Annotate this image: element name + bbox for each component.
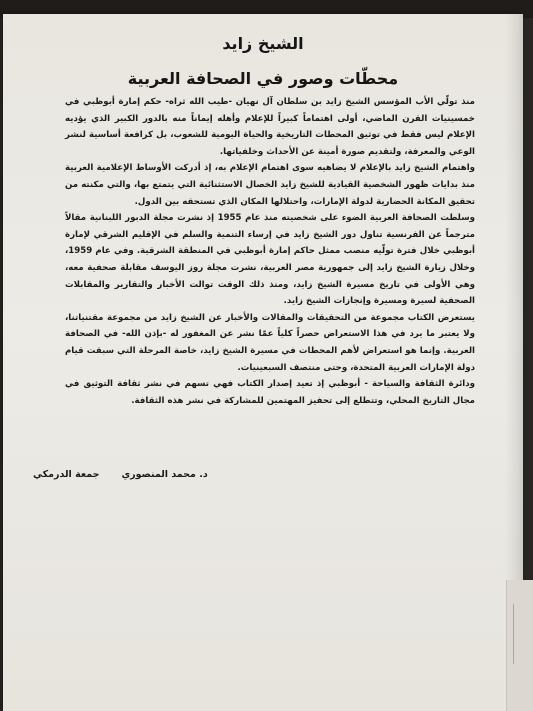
page-title xyxy=(3,34,523,90)
body-text xyxy=(65,94,475,409)
paragraph-4: يستعرض الكتاب مجموعة من التحقيقات والمقالات والأخبار عن الشيخ زايد من مجموعة مقتنياتنا، ولا يعتبر ما يرد في هذا الاستعراض حصراً كلياً عمّا نشر عن المغفور له -بإذن الله- في الصحافة العربية. وإنما هو استعراض لأهم المحطات في مسيرة الشيخ زايد، خاصة المرحلة التي سبقت قيام دولة الإمارات العربية المتحدة، وحتى منتصف السبعينيات. xyxy=(65,312,475,373)
signatures xyxy=(33,469,333,480)
paragraph-3: وسلطت الصحافة العربية الضوء على شخصيته منذ عام 1955 إذ نشرت مجلة الدبور اللبنانية مقالاً مترجماً عن الفرنسية تناول دور الشيخ زايد في إرساء التنمية والسلم في الإقليم الشرقي لإمارة أبوظبي خلال فترة تولّيه منصب ممثل حاكم إمارة أبوظبي في المنطقة الشرقية. وفي عام 1959، وخلال زيارة الشيخ زايد إلى جمهورية مصر العربية، نشرت مجلة روز اليوسف مقابلة صحفية معه، وهي الأولى في تاريخ مسيرة الشيخ زايد، ومنذ ذلك الوقت توالت الأخبار والتقارير والمقابلات الصحفية لسيرة ومسيرة وإنجازات الشيخ زايد. xyxy=(65,213,475,307)
signature-author-1: د. محمد المنصوري xyxy=(121,469,208,480)
paragraph-2: واهتمام الشيخ زايد بالإعلام لا يضاهيه سوى اهتمام الإعلام به، إذ أدركت الأوساط الإعلامية العربية منذ بدايات ظهور الشخصية القيادية للشيخ زايد الخصال الاستثنائية التي يتمتع بها، والتي مكنته من تحقيق المكانة الحضارية لدولة الإمارات، واحتلالها المكان الذي تستحقه بين الدول. xyxy=(65,163,475,207)
title-line-1: الشيخ زايد xyxy=(222,34,304,53)
paragraph-5: ودائرة الثقافة والسياحة - أبوظبي إذ تعيد إصدار الكتاب فهي تسهم في نشر ثقافة التوثيق في مجال التاريخ المحلي، وتتطلع إلى تحفيز المهتمين للمشاركة في نشر هذه الثقافة. xyxy=(65,379,475,406)
paragraph-1: منذ تولّي الأب المؤسس الشيخ زايد بن سلطان آل نهيان -طيب الله ثراه- حكم إمارة أبوظبي في خمسينيات القرن الماضي، أولى اهتماماً كبيراً للإعلام وأهله إيماناً منه بالدور الكبير الذي يؤديه الإعلام ليس فقط في توثيق المحطات التاريخية والحياة اليومية للشعوب، بل كرافعة أساسية لنشر الوعي والمعرفة، ولتقديم صورة أمينة عن الأحداث وخلفياتها. xyxy=(65,97,475,157)
title-line-2: محطّات وصور في الصحافة العربية xyxy=(127,69,399,88)
back-page-corner xyxy=(506,580,533,711)
signature-author-2: جمعة الدرمكي xyxy=(33,469,100,480)
book-page xyxy=(3,14,523,711)
handwriting-mark xyxy=(513,600,528,664)
